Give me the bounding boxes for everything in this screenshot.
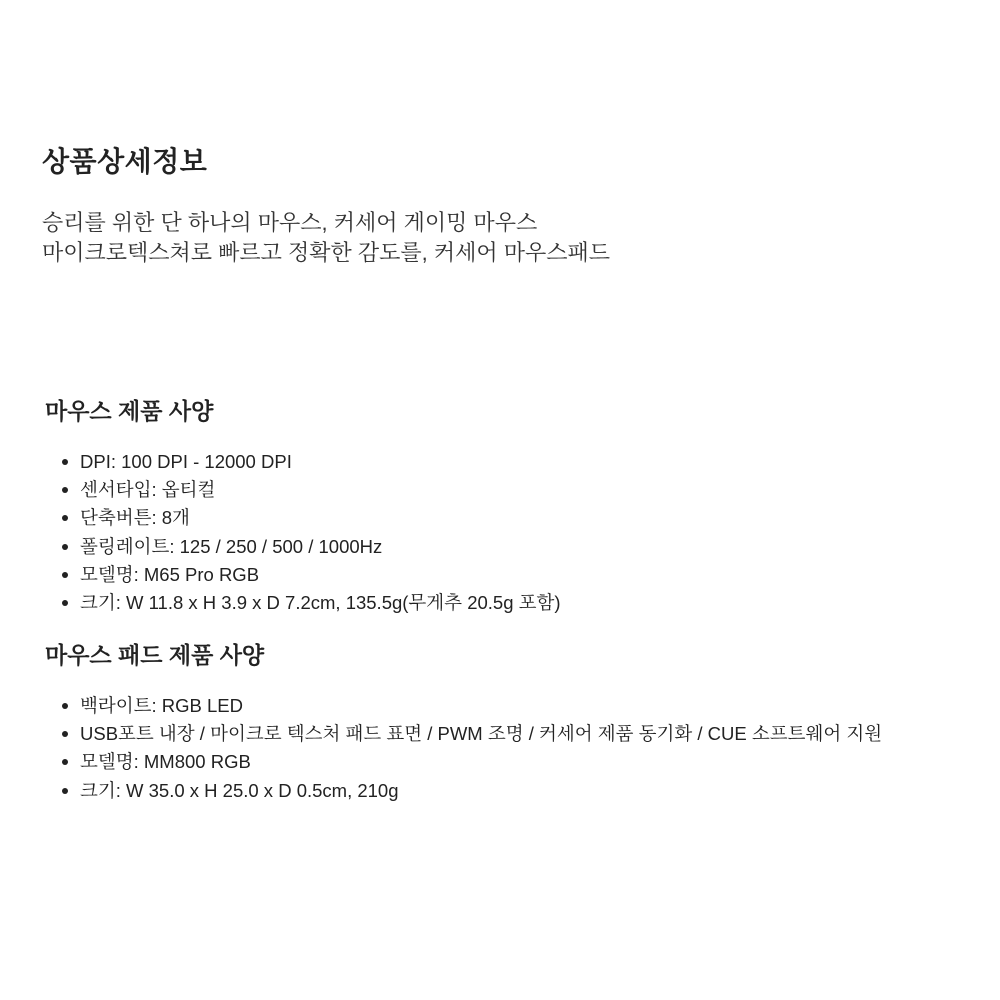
- bullet-icon: [62, 459, 68, 465]
- intro-text: [42, 208, 610, 268]
- spec-item-label: 센서타입: 옵티컬: [80, 479, 216, 501]
- bullet-icon: [62, 544, 68, 550]
- spec-item-label: 크기: W 11.8 x H 3.9 x D 7.2cm, 135.5g(무게추 20.5g 포함): [80, 592, 561, 614]
- spec-item-size: [58, 777, 882, 805]
- spec-item-label: 크기: W 35.0 x H 25.0 x D 0.5cm, 210g: [80, 779, 399, 801]
- spec-item-label: 폴링레이트: 125 / 250 / 500 / 1000Hz: [80, 535, 383, 557]
- bullet-icon: [62, 600, 68, 606]
- intro-line-1: 승리를 위한 단 하나의 마우스, 커세어 게이밍 마우스: [42, 210, 538, 235]
- bullet-icon: [62, 487, 68, 493]
- mouse-spec-list: [58, 448, 561, 617]
- spec-item-features: [58, 720, 882, 748]
- spec-item-buttons: [58, 504, 561, 532]
- spec-item-model: [58, 748, 882, 776]
- spec-item-label: 모델명: M65 Pro RGB: [80, 563, 260, 585]
- spec-item-label: DPI: 100 DPI - 12000 DPI: [80, 451, 292, 472]
- spec-item-label: 단축버튼: 8개: [80, 507, 190, 529]
- page-title: 상품상세정보: [42, 146, 208, 177]
- pad-spec-title: 마우스 패드 제품 사양: [45, 642, 265, 668]
- bullet-icon: [62, 703, 68, 709]
- bullet-icon: [62, 759, 68, 765]
- bullet-icon: [62, 572, 68, 578]
- bullet-icon: [62, 788, 68, 794]
- intro-line-2: 마이크로텍스쳐로 빠르고 정확한 감도를, 커세어 마우스패드: [42, 240, 610, 265]
- spec-item-label: USB포트 내장 / 마이크로 텍스처 패드 표면 / PWM 조명 / 커세어 제품 동기화 / CUE 소프트웨어 지원: [80, 723, 883, 745]
- spec-item-polling-rate: [58, 533, 561, 561]
- bullet-icon: [62, 515, 68, 521]
- spec-item-backlight: [58, 692, 882, 720]
- pad-spec-list: [58, 692, 882, 805]
- spec-item-model: [58, 561, 561, 589]
- spec-item-sensor: [58, 476, 561, 504]
- bullet-icon: [62, 731, 68, 737]
- spec-item-label: 모델명: MM800 RGB: [80, 751, 251, 773]
- mouse-spec-title: 마우스 제품 사양: [45, 398, 214, 424]
- spec-item-size: [58, 589, 561, 617]
- spec-item-dpi: [58, 448, 561, 476]
- spec-item-label: 백라이트: RGB LED: [80, 695, 243, 716]
